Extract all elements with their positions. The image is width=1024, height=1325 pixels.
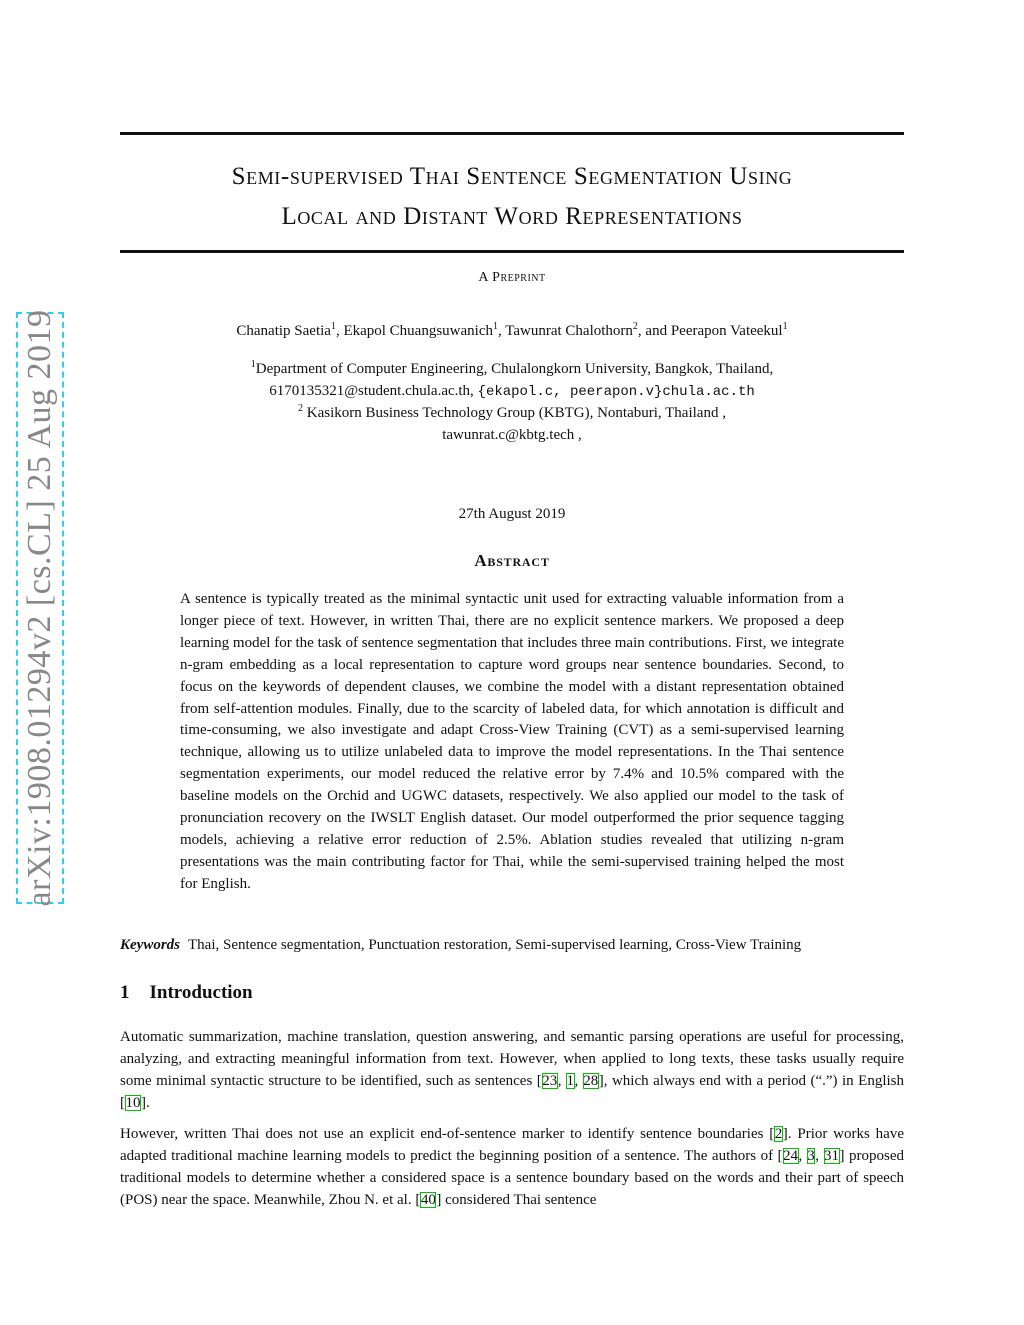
author-affiliation-mark: 1 — [782, 321, 788, 332]
citation-link[interactable]: 2 — [774, 1126, 783, 1142]
author-affiliation-mark: 2 — [632, 321, 638, 332]
email-address[interactable]: tawunrat.c@kbtg.tech , — [442, 427, 582, 443]
author-separator: , — [498, 323, 506, 339]
citation-link[interactable]: 23 — [542, 1073, 558, 1089]
affiliation-text: Kasikorn Business Technology Group (KBTG), Nontaburi, Thailand , — [303, 405, 726, 421]
keywords-line — [120, 934, 920, 956]
author-name: Tawunrat Chalothorn — [505, 323, 633, 339]
citation-link[interactable]: 24 — [783, 1148, 799, 1164]
citation-link[interactable]: 40 — [420, 1192, 436, 1208]
intro-paragraph-1 — [120, 1026, 904, 1114]
title-rule-top — [120, 132, 904, 135]
citation-link[interactable]: 3 — [807, 1148, 815, 1164]
paragraph-text: ] proposed traditional models to determine whether a considered space is a sentence boundary based on the words and their part of speech (POS) near the space. Meanwhile, Zhou N. et al. [ — [120, 1148, 905, 1208]
email-address[interactable]: 6170135321@student.chula.ac.th, — [269, 383, 478, 399]
citation-link[interactable]: 10 — [125, 1095, 141, 1111]
author-list — [0, 320, 1024, 342]
affiliation-mark: 1 — [250, 359, 256, 370]
section-number: 1 — [120, 982, 130, 1003]
author-name: Peerapon Vateekul — [670, 323, 783, 339]
affiliation-mark: 2 — [298, 403, 304, 414]
author-name: Ekapol Chuangsuwanich — [343, 323, 493, 339]
keywords-label: Keywords — [120, 937, 180, 953]
title-rule-bottom — [120, 250, 904, 253]
citation-separator: , — [798, 1148, 807, 1164]
paragraph-text: However, written Thai does not use an explicit end-of-sentence marker to identify sentence boundaries [ — [120, 1126, 775, 1142]
author-separator: , — [335, 323, 344, 339]
section-title: Introduction — [149, 982, 253, 1003]
author-separator: , and — [637, 323, 671, 339]
paragraph-text: ] considered Thai sentence — [436, 1192, 597, 1208]
abstract-body: A sentence is typically treated as the minimal syntactic unit used for extracting valuable information from a longer piece of text. However, in written Thai, there are no explicit sentence markers. We proposed a deep learning model for the task of sentence segmentation that includes three main contributions. First, we integrate n-gram embedding as a local representation to capture word groups near sentence boundaries. Second, to focus on the keywords of dependent clauses, we combine the model with a distant representation obtained from self-attention modules. Finally, due to the scarcity of labeled data, for which annotation is difficult and time-consuming, we also investigate and adapt Cross-View Training (CVT) as a semi-supervised learning technique, allowing us to utilize unlabeled data to improve the model representations. In the Thai sentence segmentation experiments, our model reduced the relative error by 7.4% and 10.5% compared with the baseline models on the Orchid and UGWC datasets, respectively. We also applied our model to the task of pronunciation recovery on the IWSLT English dataset. Our model outperformed the prior sequence tagging models, achieving a relative error reduction of 2.5%. Ablation studies revealed that utilizing n-gram presentations was the main contributing factor for Thai, while the semi-supervised training helped the most for English. — [180, 591, 844, 892]
affiliation-2-email — [0, 424, 1024, 446]
affiliation-text: Department of Computer Engineering, Chulalongkorn University, Bangkok, Thailand, — [255, 361, 774, 377]
affiliation-1 — [0, 358, 1024, 380]
email-address-group[interactable]: {ekapol.c, peerapon.v}chula.ac.th — [477, 384, 755, 400]
intro-paragraph-2 — [120, 1123, 904, 1211]
paragraph-text: Automatic summarization, machine translation, question answering, and semantic parsing operations are useful for processing, analyzing, and extracting meaningful information from text. However, when applied to long texts, these tasks usually require some minimal syntactic structure to be identified, such as sentences [ — [120, 1029, 904, 1089]
affiliation-1-emails — [0, 380, 1024, 403]
keywords-text: Thai, Sentence segmentation, Punctuation restoration, Semi-supervised learning, Cross-View Training — [188, 937, 802, 953]
section-heading — [120, 982, 253, 1004]
author-affiliation-mark: 1 — [493, 321, 498, 332]
citation-separator: , — [574, 1073, 583, 1089]
citation-separator: , — [557, 1073, 567, 1089]
publication-date: 27th August 2019 — [458, 506, 566, 522]
arxiv-identifier: arXiv:1908.01294v2 [cs.CL] 25 Aug 2019 — [21, 309, 58, 907]
paragraph-text: ]. Prior works have adapted traditional machine learning models to predict the beginning position of a sentence. The authors of [ — [120, 1126, 904, 1164]
paper-title-line-2: Local and Distant Word Representations — [281, 203, 743, 230]
citation-link[interactable]: 1 — [566, 1073, 575, 1089]
preprint-label: A Preprint — [478, 270, 546, 285]
citation-separator: , — [815, 1148, 824, 1164]
paragraph-text: ]. — [141, 1095, 150, 1111]
author-name: Chanatip Saetia — [236, 323, 331, 339]
citation-link[interactable]: 31 — [824, 1148, 840, 1164]
author-affiliation-mark: 1 — [330, 321, 336, 332]
paper-title-line-1: Semi-supervised Thai Sentence Segmentation Using — [231, 163, 793, 190]
paragraph-text: ], which always end with a period (“.”) in English [ — [120, 1073, 904, 1111]
affiliation-2 — [0, 402, 1024, 424]
abstract-heading: Abstract — [474, 551, 550, 570]
citation-link[interactable]: 28 — [583, 1073, 599, 1089]
